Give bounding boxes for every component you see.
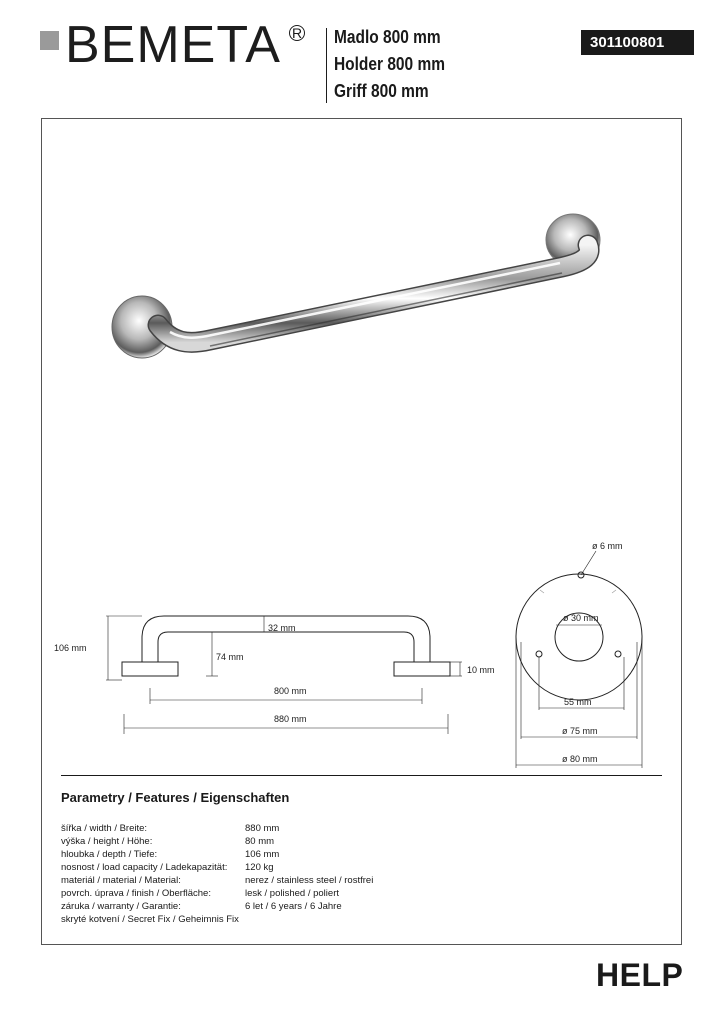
section-divider: [61, 775, 662, 776]
spec-label: šířka / width / Breite:: [61, 823, 148, 834]
spec-value: 106 mm: [245, 849, 280, 860]
dim-mid-diameter: ø 75 mm: [562, 726, 598, 736]
spec-value: 80 mm: [245, 836, 275, 847]
dim-inner-height: 74 mm: [216, 652, 244, 662]
dim-overall: 880 mm: [274, 714, 307, 724]
registered-mark-icon: R: [289, 25, 305, 41]
left-base: [122, 662, 178, 676]
product-titles: [334, 24, 463, 105]
spec-value: 880 mm: [245, 823, 280, 834]
features-title: Parametry / Features / Eigenschaften: [61, 790, 290, 805]
title-en: Holder 800 mm: [334, 54, 445, 74]
header-divider: [326, 28, 327, 103]
dim-outer-diameter: ø 80 mm: [562, 754, 598, 764]
plate-drawing: [500, 538, 670, 772]
bar-body: [158, 245, 589, 342]
brand-logo: [40, 16, 310, 74]
dim-hole: ø 6 mm: [592, 541, 623, 551]
dim-inner-diameter: ø 30 mm: [563, 613, 599, 623]
spec-value: 6 let / 6 years / 6 Jahre: [245, 901, 342, 912]
spec-label: záruka / warranty / Garantie:: [61, 901, 181, 912]
dim-base: 10 mm: [467, 665, 495, 675]
dim-depth: 106 mm: [54, 643, 87, 653]
plate-outer: [516, 574, 642, 700]
spec-value: nerez / stainless steel / rostfrei: [245, 875, 374, 886]
spec-label: hloubka / depth / Tiefe:: [61, 849, 158, 860]
spec-label: skryté kotvení / Secret Fix / Geheimnis Fix: [61, 914, 239, 925]
spec-label: materiál / material / Material:: [61, 875, 181, 886]
logo-square-icon: [40, 31, 59, 50]
series-name: HELP: [596, 957, 684, 993]
side-drawing: [54, 600, 495, 740]
right-base: [394, 662, 450, 676]
spec-label: nosnost / load capacity / Ladekapazität:: [61, 862, 228, 873]
dim-spacing: 55 mm: [564, 697, 592, 707]
title-de: Griff 800 mm: [334, 81, 429, 101]
product-code: 301100801: [581, 30, 694, 55]
spec-value: lesk / polished / poliert: [245, 888, 339, 899]
brand-name: BEMETA: [65, 16, 281, 74]
spec-value: 120 kg: [245, 862, 274, 873]
spec-label: výška / height / Höhe:: [61, 836, 153, 847]
product-image: [100, 205, 610, 365]
dim-center: 800 mm: [274, 686, 307, 696]
title-cz: Madlo 800 mm: [334, 27, 441, 47]
dim-inner-top: 32 mm: [268, 623, 296, 633]
spec-label: povrch. úprava / finish / Oberfläche:: [61, 888, 211, 899]
